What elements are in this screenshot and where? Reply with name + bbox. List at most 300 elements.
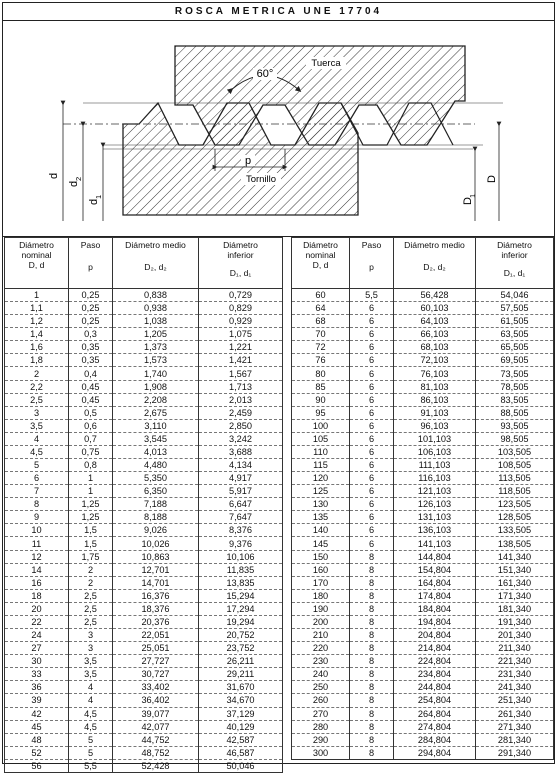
cell-inner-diameter: 4,917 — [199, 472, 283, 485]
cell-inner-diameter: 113,505 — [476, 472, 554, 485]
cell-pitch: 5,5 — [69, 759, 113, 772]
cell-inner-diameter: 0,929 — [199, 315, 283, 328]
cell-mean-diameter: 64,103 — [394, 315, 476, 328]
cell-mean-diameter: 12,701 — [113, 563, 199, 576]
cell-nominal-diameter: 110 — [292, 445, 350, 458]
table-row — [292, 432, 554, 445]
cell-mean-diameter: 116,103 — [394, 472, 476, 485]
cell-pitch: 6 — [350, 406, 394, 419]
cell-mean-diameter: 184,804 — [394, 602, 476, 615]
cell-pitch: 0,35 — [69, 341, 113, 354]
cell-mean-diameter: 4,013 — [113, 445, 199, 458]
cell-pitch: 0,45 — [69, 393, 113, 406]
dim-d2-subscript: 2 — [74, 176, 83, 181]
cell-nominal-diameter: 190 — [292, 602, 350, 615]
table-row — [292, 681, 554, 694]
cell-inner-diameter: 1,713 — [199, 380, 283, 393]
cell-nominal-diameter: 115 — [292, 459, 350, 472]
cell-inner-diameter: 1,421 — [199, 354, 283, 367]
pitch-label: p — [244, 155, 252, 167]
cell-mean-diameter: 8,188 — [113, 511, 199, 524]
header-mean-diameter: Diámetro medio D₂, d₂ — [113, 238, 199, 289]
cell-pitch: 8 — [350, 576, 394, 589]
cell-pitch: 6 — [350, 315, 394, 328]
table-row — [292, 615, 554, 628]
cell-inner-diameter: 251,340 — [476, 694, 554, 707]
dim-D1-label: D — [462, 197, 474, 205]
cell-pitch: 3,5 — [69, 668, 113, 681]
table-row — [5, 315, 283, 328]
table-row — [292, 694, 554, 707]
table-row — [292, 746, 554, 759]
cell-nominal-diameter: 290 — [292, 733, 350, 746]
cell-nominal-diameter: 45 — [5, 720, 69, 733]
cell-pitch: 4,5 — [69, 707, 113, 720]
cell-nominal-diameter: 64 — [292, 302, 350, 315]
cell-nominal-diameter: 145 — [292, 537, 350, 550]
cell-mean-diameter: 1,908 — [113, 380, 199, 393]
cell-inner-diameter: 42,587 — [199, 733, 283, 746]
cell-nominal-diameter: 140 — [292, 524, 350, 537]
cell-inner-diameter: 141,340 — [476, 550, 554, 563]
cell-inner-diameter: 201,340 — [476, 629, 554, 642]
cell-pitch: 6 — [350, 380, 394, 393]
cell-pitch: 1,5 — [69, 524, 113, 537]
cell-nominal-diameter: 2 — [5, 367, 69, 380]
cell-inner-diameter: 10,106 — [199, 550, 283, 563]
cell-mean-diameter: 106,103 — [394, 445, 476, 458]
cell-mean-diameter: 244,804 — [394, 681, 476, 694]
table-row — [5, 642, 283, 655]
cell-inner-diameter: 5,917 — [199, 485, 283, 498]
table-row — [292, 602, 554, 615]
cell-mean-diameter: 16,376 — [113, 589, 199, 602]
cell-mean-diameter: 234,804 — [394, 668, 476, 681]
cell-inner-diameter: 1,567 — [199, 367, 283, 380]
cell-mean-diameter: 214,804 — [394, 642, 476, 655]
table-row — [5, 472, 283, 485]
cell-inner-diameter: 26,211 — [199, 655, 283, 668]
cell-inner-diameter: 2,850 — [199, 419, 283, 432]
table-row — [292, 354, 554, 367]
cell-mean-diameter: 60,103 — [394, 302, 476, 315]
cell-pitch: 2 — [69, 563, 113, 576]
table-row — [292, 498, 554, 511]
cell-mean-diameter: 141,103 — [394, 537, 476, 550]
table-row — [292, 642, 554, 655]
cell-nominal-diameter: 68 — [292, 315, 350, 328]
cell-nominal-diameter: 1,1 — [5, 302, 69, 315]
cell-nominal-diameter: 250 — [292, 681, 350, 694]
table-row — [5, 354, 283, 367]
cell-mean-diameter: 30,727 — [113, 668, 199, 681]
cell-inner-diameter: 151,340 — [476, 563, 554, 576]
cell-mean-diameter: 10,863 — [113, 550, 199, 563]
cell-mean-diameter: 254,804 — [394, 694, 476, 707]
cell-inner-diameter: 13,835 — [199, 576, 283, 589]
table-row — [292, 589, 554, 602]
cell-inner-diameter: 34,670 — [199, 694, 283, 707]
cell-nominal-diameter: 70 — [292, 328, 350, 341]
cell-mean-diameter: 131,103 — [394, 511, 476, 524]
cell-mean-diameter: 86,103 — [394, 393, 476, 406]
cell-pitch: 1,75 — [69, 550, 113, 563]
cell-pitch: 6 — [350, 432, 394, 445]
thread-profile-drawing — [3, 21, 554, 237]
cell-mean-diameter: 126,103 — [394, 498, 476, 511]
dim-d2-label: d — [68, 180, 80, 187]
cell-pitch: 8 — [350, 615, 394, 628]
cell-nominal-diameter: 9 — [5, 511, 69, 524]
cell-nominal-diameter: 8 — [5, 498, 69, 511]
cell-pitch: 8 — [350, 642, 394, 655]
cell-nominal-diameter: 36 — [5, 681, 69, 694]
table-row — [5, 615, 283, 628]
cell-nominal-diameter: 270 — [292, 707, 350, 720]
thread-table-left — [4, 237, 283, 773]
cell-pitch: 8 — [350, 589, 394, 602]
cell-nominal-diameter: 95 — [292, 406, 350, 419]
header-mean-diameter: Diámetro medio D₂, d₂ — [394, 238, 476, 289]
cell-pitch: 3 — [69, 642, 113, 655]
thread-table-right — [291, 237, 554, 760]
dim-D-label: D — [486, 175, 498, 183]
cell-inner-diameter: 211,340 — [476, 642, 554, 655]
cell-inner-diameter: 88,505 — [476, 406, 554, 419]
table-row — [292, 315, 554, 328]
cell-inner-diameter: 19,294 — [199, 615, 283, 628]
cell-mean-diameter: 52,428 — [113, 759, 199, 772]
table-row — [292, 341, 554, 354]
cell-nominal-diameter: 150 — [292, 550, 350, 563]
cell-inner-diameter: 98,505 — [476, 432, 554, 445]
cell-mean-diameter: 22,051 — [113, 629, 199, 642]
table-row — [292, 733, 554, 746]
cell-pitch: 8 — [350, 733, 394, 746]
cell-pitch: 6 — [350, 472, 394, 485]
table-row — [5, 655, 283, 668]
cell-nominal-diameter: 1 — [5, 289, 69, 302]
cell-nominal-diameter: 180 — [292, 589, 350, 602]
table-row — [292, 524, 554, 537]
table-row — [292, 707, 554, 720]
table-row — [292, 511, 554, 524]
cell-inner-diameter: 261,340 — [476, 707, 554, 720]
cell-pitch: 6 — [350, 524, 394, 537]
cell-nominal-diameter: 6 — [5, 472, 69, 485]
cell-inner-diameter: 108,505 — [476, 459, 554, 472]
header-inner-diameter: Diámetro inferior D₁, d₁ — [476, 238, 554, 289]
cell-pitch: 1,5 — [69, 537, 113, 550]
angle-label: 60° — [256, 68, 274, 80]
cell-mean-diameter: 136,103 — [394, 524, 476, 537]
cell-inner-diameter: 8,376 — [199, 524, 283, 537]
table-row — [5, 759, 283, 772]
cell-nominal-diameter: 260 — [292, 694, 350, 707]
cell-pitch: 8 — [350, 707, 394, 720]
cell-pitch: 0,25 — [69, 289, 113, 302]
cell-pitch: 4,5 — [69, 720, 113, 733]
cell-inner-diameter: 6,647 — [199, 498, 283, 511]
cell-mean-diameter: 224,804 — [394, 655, 476, 668]
cell-pitch: 8 — [350, 602, 394, 615]
table-row — [5, 746, 283, 759]
cell-nominal-diameter: 3,5 — [5, 419, 69, 432]
table-row — [5, 524, 283, 537]
cell-pitch: 6 — [350, 498, 394, 511]
cell-pitch: 8 — [350, 629, 394, 642]
cell-nominal-diameter: 120 — [292, 472, 350, 485]
cell-pitch: 0,5 — [69, 406, 113, 419]
cell-nominal-diameter: 100 — [292, 419, 350, 432]
cell-mean-diameter: 111,103 — [394, 459, 476, 472]
cell-mean-diameter: 76,103 — [394, 367, 476, 380]
cell-pitch: 6 — [350, 341, 394, 354]
cell-nominal-diameter: 160 — [292, 563, 350, 576]
table-row — [5, 328, 283, 341]
cell-pitch: 8 — [350, 694, 394, 707]
table-row — [292, 668, 554, 681]
table-row — [5, 668, 283, 681]
cell-mean-diameter: 9,026 — [113, 524, 199, 537]
table-row — [292, 302, 554, 315]
table-row — [5, 406, 283, 419]
cell-nominal-diameter: 130 — [292, 498, 350, 511]
sheet-title: ROSCA METRICA UNE 17704 — [3, 3, 554, 21]
cell-inner-diameter: 50,046 — [199, 759, 283, 772]
cell-pitch: 6 — [350, 445, 394, 458]
cell-nominal-diameter: 240 — [292, 668, 350, 681]
cell-inner-diameter: 241,340 — [476, 681, 554, 694]
cell-inner-diameter: 123,505 — [476, 498, 554, 511]
cell-inner-diameter: 191,340 — [476, 615, 554, 628]
cell-mean-diameter: 144,804 — [394, 550, 476, 563]
cell-mean-diameter: 25,051 — [113, 642, 199, 655]
cell-inner-diameter: 23,752 — [199, 642, 283, 655]
dim-D1-subscript: 1 — [468, 193, 477, 198]
cell-mean-diameter: 284,804 — [394, 733, 476, 746]
header-inner-diameter: Diámetro inferior D₁, d₁ — [199, 238, 283, 289]
cell-pitch: 3 — [69, 629, 113, 642]
cell-mean-diameter: 3,545 — [113, 432, 199, 445]
table-row — [5, 694, 283, 707]
table-row — [5, 576, 283, 589]
cell-inner-diameter: 9,376 — [199, 537, 283, 550]
table-row — [5, 720, 283, 733]
cell-inner-diameter: 3,688 — [199, 445, 283, 458]
cell-mean-diameter: 204,804 — [394, 629, 476, 642]
cell-nominal-diameter: 10 — [5, 524, 69, 537]
screw-section — [123, 103, 358, 215]
table-row — [5, 432, 283, 445]
cell-inner-diameter: 63,505 — [476, 328, 554, 341]
table-row — [5, 341, 283, 354]
table-row — [292, 537, 554, 550]
cell-inner-diameter: 231,340 — [476, 668, 554, 681]
cell-mean-diameter: 48,752 — [113, 746, 199, 759]
cell-inner-diameter: 65,505 — [476, 341, 554, 354]
cell-mean-diameter: 164,804 — [394, 576, 476, 589]
cell-pitch: 1,25 — [69, 511, 113, 524]
dim-d1-label: d — [88, 198, 100, 205]
table-row — [5, 302, 283, 315]
cell-nominal-diameter: 4 — [5, 432, 69, 445]
cell-mean-diameter: 1,573 — [113, 354, 199, 367]
cell-mean-diameter: 44,752 — [113, 733, 199, 746]
cell-nominal-diameter: 24 — [5, 629, 69, 642]
cell-inner-diameter: 57,505 — [476, 302, 554, 315]
cell-nominal-diameter: 125 — [292, 485, 350, 498]
cell-nominal-diameter: 1,8 — [5, 354, 69, 367]
table-row — [5, 563, 283, 576]
cell-nominal-diameter: 16 — [5, 576, 69, 589]
cell-mean-diameter: 39,077 — [113, 707, 199, 720]
table-row — [5, 419, 283, 432]
table-row — [5, 380, 283, 393]
thread-spec-sheet — [2, 2, 555, 771]
header-nominal-diameter: Diámetro nominal D, d — [292, 238, 350, 289]
cell-mean-diameter: 14,701 — [113, 576, 199, 589]
cell-pitch: 6 — [350, 328, 394, 341]
cell-nominal-diameter: 90 — [292, 393, 350, 406]
cell-nominal-diameter: 85 — [292, 380, 350, 393]
cell-mean-diameter: 194,804 — [394, 615, 476, 628]
cell-inner-diameter: 1,221 — [199, 341, 283, 354]
cell-inner-diameter: 69,505 — [476, 354, 554, 367]
table-row — [292, 576, 554, 589]
cell-inner-diameter: 20,752 — [199, 629, 283, 642]
cell-nominal-diameter: 52 — [5, 746, 69, 759]
cell-mean-diameter: 56,428 — [394, 289, 476, 302]
cell-mean-diameter: 154,804 — [394, 563, 476, 576]
cell-pitch: 6 — [350, 367, 394, 380]
cell-inner-diameter: 7,647 — [199, 511, 283, 524]
cell-mean-diameter: 121,103 — [394, 485, 476, 498]
table-row — [292, 380, 554, 393]
cell-pitch: 0,4 — [69, 367, 113, 380]
cell-pitch: 8 — [350, 563, 394, 576]
table-row — [5, 602, 283, 615]
table-row — [5, 289, 283, 302]
cell-nominal-diameter: 5 — [5, 459, 69, 472]
cell-inner-diameter: 2,459 — [199, 406, 283, 419]
cell-inner-diameter: 40,129 — [199, 720, 283, 733]
cell-mean-diameter: 36,402 — [113, 694, 199, 707]
cell-pitch: 2 — [69, 576, 113, 589]
table-row — [5, 459, 283, 472]
cell-pitch: 2,5 — [69, 589, 113, 602]
cell-nominal-diameter: 11 — [5, 537, 69, 550]
cell-mean-diameter: 10,026 — [113, 537, 199, 550]
table-row — [5, 498, 283, 511]
table-row — [5, 550, 283, 563]
cell-mean-diameter: 33,402 — [113, 681, 199, 694]
cell-inner-diameter: 271,340 — [476, 720, 554, 733]
cell-nominal-diameter: 72 — [292, 341, 350, 354]
cell-pitch: 6 — [350, 354, 394, 367]
cell-pitch: 0,75 — [69, 445, 113, 458]
table-row — [292, 459, 554, 472]
cell-inner-diameter: 61,505 — [476, 315, 554, 328]
table-row — [292, 629, 554, 642]
cell-inner-diameter: 93,505 — [476, 419, 554, 432]
cell-mean-diameter: 101,103 — [394, 432, 476, 445]
table-row — [292, 419, 554, 432]
cell-inner-diameter: 29,211 — [199, 668, 283, 681]
cell-pitch: 0,3 — [69, 328, 113, 341]
cell-nominal-diameter: 2,2 — [5, 380, 69, 393]
cell-nominal-diameter: 20 — [5, 602, 69, 615]
table-row — [292, 289, 554, 302]
cell-pitch: 6 — [350, 511, 394, 524]
cell-inner-diameter: 103,505 — [476, 445, 554, 458]
cell-mean-diameter: 42,077 — [113, 720, 199, 733]
cell-pitch: 8 — [350, 668, 394, 681]
cell-nominal-diameter: 22 — [5, 615, 69, 628]
cell-inner-diameter: 31,670 — [199, 681, 283, 694]
cell-mean-diameter: 1,740 — [113, 367, 199, 380]
cell-pitch: 1 — [69, 472, 113, 485]
cell-mean-diameter: 0,838 — [113, 289, 199, 302]
cell-nominal-diameter: 80 — [292, 367, 350, 380]
cell-inner-diameter: 37,129 — [199, 707, 283, 720]
table-row — [292, 550, 554, 563]
cell-pitch: 6 — [350, 485, 394, 498]
cell-mean-diameter: 27,727 — [113, 655, 199, 668]
cell-nominal-diameter: 280 — [292, 720, 350, 733]
cell-inner-diameter: 15,294 — [199, 589, 283, 602]
cell-inner-diameter: 171,340 — [476, 589, 554, 602]
cell-nominal-diameter: 3 — [5, 406, 69, 419]
cell-mean-diameter: 96,103 — [394, 419, 476, 432]
header-pitch: Paso p — [69, 238, 113, 289]
cell-pitch: 5 — [69, 746, 113, 759]
cell-pitch: 0,25 — [69, 302, 113, 315]
cell-mean-diameter: 7,188 — [113, 498, 199, 511]
cell-nominal-diameter: 210 — [292, 629, 350, 642]
cell-inner-diameter: 133,505 — [476, 524, 554, 537]
cell-pitch: 0,45 — [69, 380, 113, 393]
cell-pitch: 8 — [350, 746, 394, 759]
cell-mean-diameter: 20,376 — [113, 615, 199, 628]
cell-mean-diameter: 72,103 — [394, 354, 476, 367]
table-row — [292, 485, 554, 498]
cell-inner-diameter: 118,505 — [476, 485, 554, 498]
cell-inner-diameter: 54,046 — [476, 289, 554, 302]
cell-inner-diameter: 291,340 — [476, 746, 554, 759]
cell-inner-diameter: 3,242 — [199, 432, 283, 445]
cell-inner-diameter: 0,729 — [199, 289, 283, 302]
table-row — [5, 707, 283, 720]
cell-inner-diameter: 83,505 — [476, 393, 554, 406]
cell-inner-diameter: 78,505 — [476, 380, 554, 393]
cell-mean-diameter: 18,376 — [113, 602, 199, 615]
table-row — [5, 733, 283, 746]
cell-nominal-diameter: 18 — [5, 589, 69, 602]
cell-nominal-diameter: 170 — [292, 576, 350, 589]
cell-nominal-diameter: 4,5 — [5, 445, 69, 458]
thread-diagram — [3, 21, 554, 236]
cell-mean-diameter: 6,350 — [113, 485, 199, 498]
table-row — [5, 589, 283, 602]
cell-pitch: 6 — [350, 419, 394, 432]
cell-mean-diameter: 4,480 — [113, 459, 199, 472]
cell-inner-diameter: 181,340 — [476, 602, 554, 615]
table-row — [292, 445, 554, 458]
cell-inner-diameter: 1,075 — [199, 328, 283, 341]
cell-pitch: 6 — [350, 537, 394, 550]
cell-mean-diameter: 2,208 — [113, 393, 199, 406]
